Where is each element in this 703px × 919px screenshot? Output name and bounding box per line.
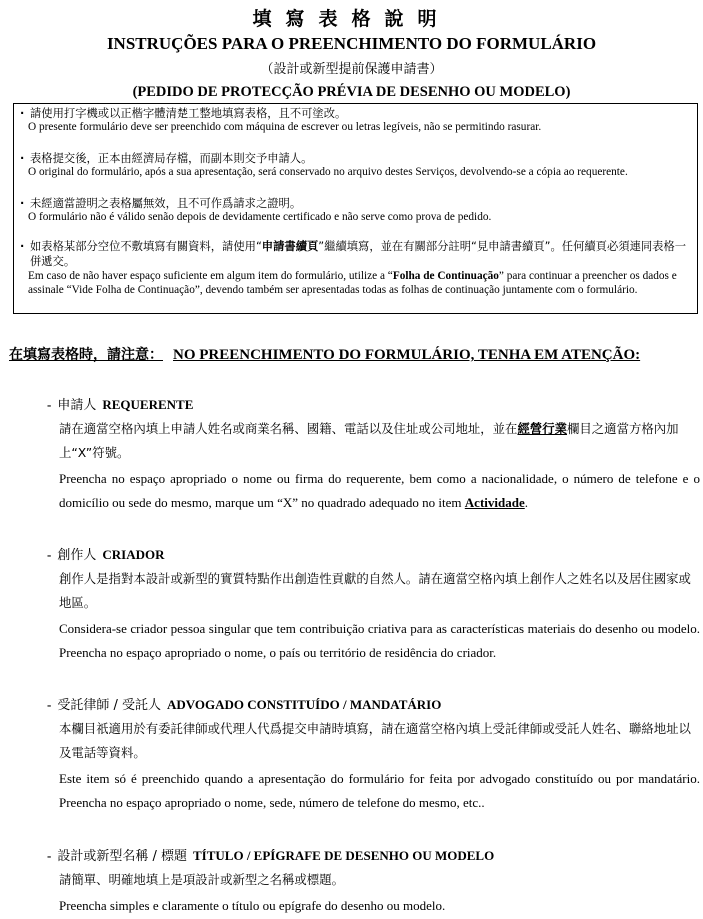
note-text-portuguese: O original do formulário, após a sua apresentação, será conservado no arquivo destes Serviços, devolvendo-se a cópia ao requerente. <box>28 166 628 178</box>
activity-term-portuguese: Actividade <box>464 495 525 510</box>
title-portuguese: INSTRUÇÕES PARA O PREENCHIMENTO DO FORMULÁRIO <box>106 34 597 53</box>
note-text-chinese: . 表格提交後，正本由經濟局存檔，而副本則交予申請人。 <box>20 151 694 166</box>
attention-heading-chinese: 在填寫表格時，請注意： <box>9 347 163 363</box>
section-advogado <box>47 694 700 815</box>
section-text-part: Preencha no espaço apropriado o nome ou firma do requerente, bem como a nacionalidade, o número de telefone e o domicílio ou sede do mesmo, marque um “X” no quadrado adequado no item <box>59 471 700 510</box>
note-item <box>20 151 694 179</box>
section-title-chinese: 設計或新型名稱 / 標題 <box>57 849 187 864</box>
section-title-portuguese: TÍTULO / EPÍGRAFE DE DESENHO OU MODELO <box>193 848 495 863</box>
section-text-portuguese: Este item só é preenchido quando a apresentação do formulário for feita por advogado constituído ou por mandatário. Preencha no espaço apropriado o nome, sede, número de telefone do mesmo, etc.. <box>59 771 700 810</box>
note-item <box>20 239 694 297</box>
note-text-portuguese: O presente formulário deve ser preenchido com máquina de escrever ou letras legíveis, não se permitindo rasurar. <box>28 121 542 133</box>
section-text-chinese: 本欄目祇適用於有委託律師或代理人代爲提交申請時填寫，請在適當空格內填上受託律師或受託人姓名、聯絡地址以及電話等資料。 <box>59 721 691 760</box>
attention-heading <box>9 344 699 364</box>
section-text-chinese: 創作人是指對本設計或新型的實質特點作出創造性貢獻的自然人。請在適當空格內填上創作人之姓名以及居住國家或地區。 <box>59 571 691 610</box>
section-title <box>47 694 700 714</box>
section-text-part: . <box>524 495 528 510</box>
general-notes-box <box>13 103 698 314</box>
title-chinese: 填寫表格說明 <box>252 8 451 30</box>
section-text-chinese <box>55 417 700 465</box>
section-title-chinese: 受託律師 / 受託人 <box>57 698 161 713</box>
note-text-chinese: . 未經適當證明之表格屬無效，且不可作爲請求之證明。 <box>20 196 694 211</box>
section-text-part: 請在適當空格內填上申請人姓名或商業名稱、國籍、電話以及住址或公司地址，並在 <box>59 421 518 436</box>
section-text-portuguese: Preencha simples e claramente o título ou epígrafe do desenho ou modelo. <box>59 898 446 913</box>
section-titulo <box>47 845 700 918</box>
note-text-portuguese: O formulário não é válido senão depois de devidamente certificado e não serve como prova de pedido. <box>28 211 492 223</box>
bullet-dash: - <box>47 697 52 712</box>
note-text-part: 如表格某部分空位不敷填寫有關資料，請使用“ <box>30 240 262 253</box>
note-text-part: Em caso de não haver espaço suficiente em algum item do formulário, utilize a “ <box>28 270 393 282</box>
attention-heading-portuguese: NO PREENCHIMENTO DO FORMULÁRIO, TENHA EM ATENÇÃO: <box>173 347 641 363</box>
section-text-portuguese: Considera-se criador pessoa singular que tem contribuição criativa para as características materiais do desenho ou modelo. Preencha no espaço apropriado o nome, o país ou território de residência do criador. <box>59 621 700 660</box>
subtitle-portuguese: (PEDIDO DE PROTECÇÃO PRÉVIA DE DESENHO OU MODELO) <box>132 84 571 100</box>
section-text-part: 欄目之適當方格內加上“X”符號。 <box>59 421 679 460</box>
section-title <box>47 845 700 865</box>
note-item <box>20 106 694 134</box>
note-text-chinese <box>20 239 694 269</box>
section-text-chinese: 請簡單、明確地填上是項設計或新型之名稱或標題。 <box>59 872 344 887</box>
section-title-portuguese: REQUERENTE <box>102 397 194 412</box>
bullet-dash: - <box>47 848 52 863</box>
bullet-dash: - <box>47 397 52 412</box>
bullet-dash: - <box>47 547 52 562</box>
section-title-chinese: 申請人 <box>57 398 97 413</box>
section-title-portuguese: ADVOGADO CONSTITUÍDO / MANDATÁRIO <box>167 697 442 712</box>
section-text-portuguese <box>55 467 700 515</box>
section-title-chinese: 創作人 <box>57 548 97 563</box>
section-requerente <box>47 394 700 515</box>
subtitle-chinese: （設計或新型提前保護申請書） <box>260 62 443 77</box>
section-title-portuguese: CRIADOR <box>102 547 165 562</box>
note-text-chinese: . 請使用打字機或以正楷字體清楚工整地填寫表格，且不可塗改。 <box>20 106 694 121</box>
activity-term-chinese: 經營行業 <box>517 421 568 436</box>
section-criador <box>47 544 700 665</box>
note-text-part: ” para continuar a preencher os dados e assinale “Vide Folha de Continuação”, devendo também ser apresentadas todas as folhas de continuação juntamente com o formulário. <box>28 270 677 296</box>
section-title <box>47 544 700 564</box>
note-item <box>20 196 694 224</box>
continuation-sheet-term-portuguese: Folha de Continuação <box>392 270 499 282</box>
continuation-sheet-term-chinese: 申請書續頁 <box>261 240 319 253</box>
note-text-portuguese <box>20 269 694 297</box>
note-text-part: ”繼續填寫，並在有關部分註明“見申請書續頁”。任何續頁必須連同表格一併遞交。 <box>30 240 687 268</box>
section-title <box>47 394 700 414</box>
